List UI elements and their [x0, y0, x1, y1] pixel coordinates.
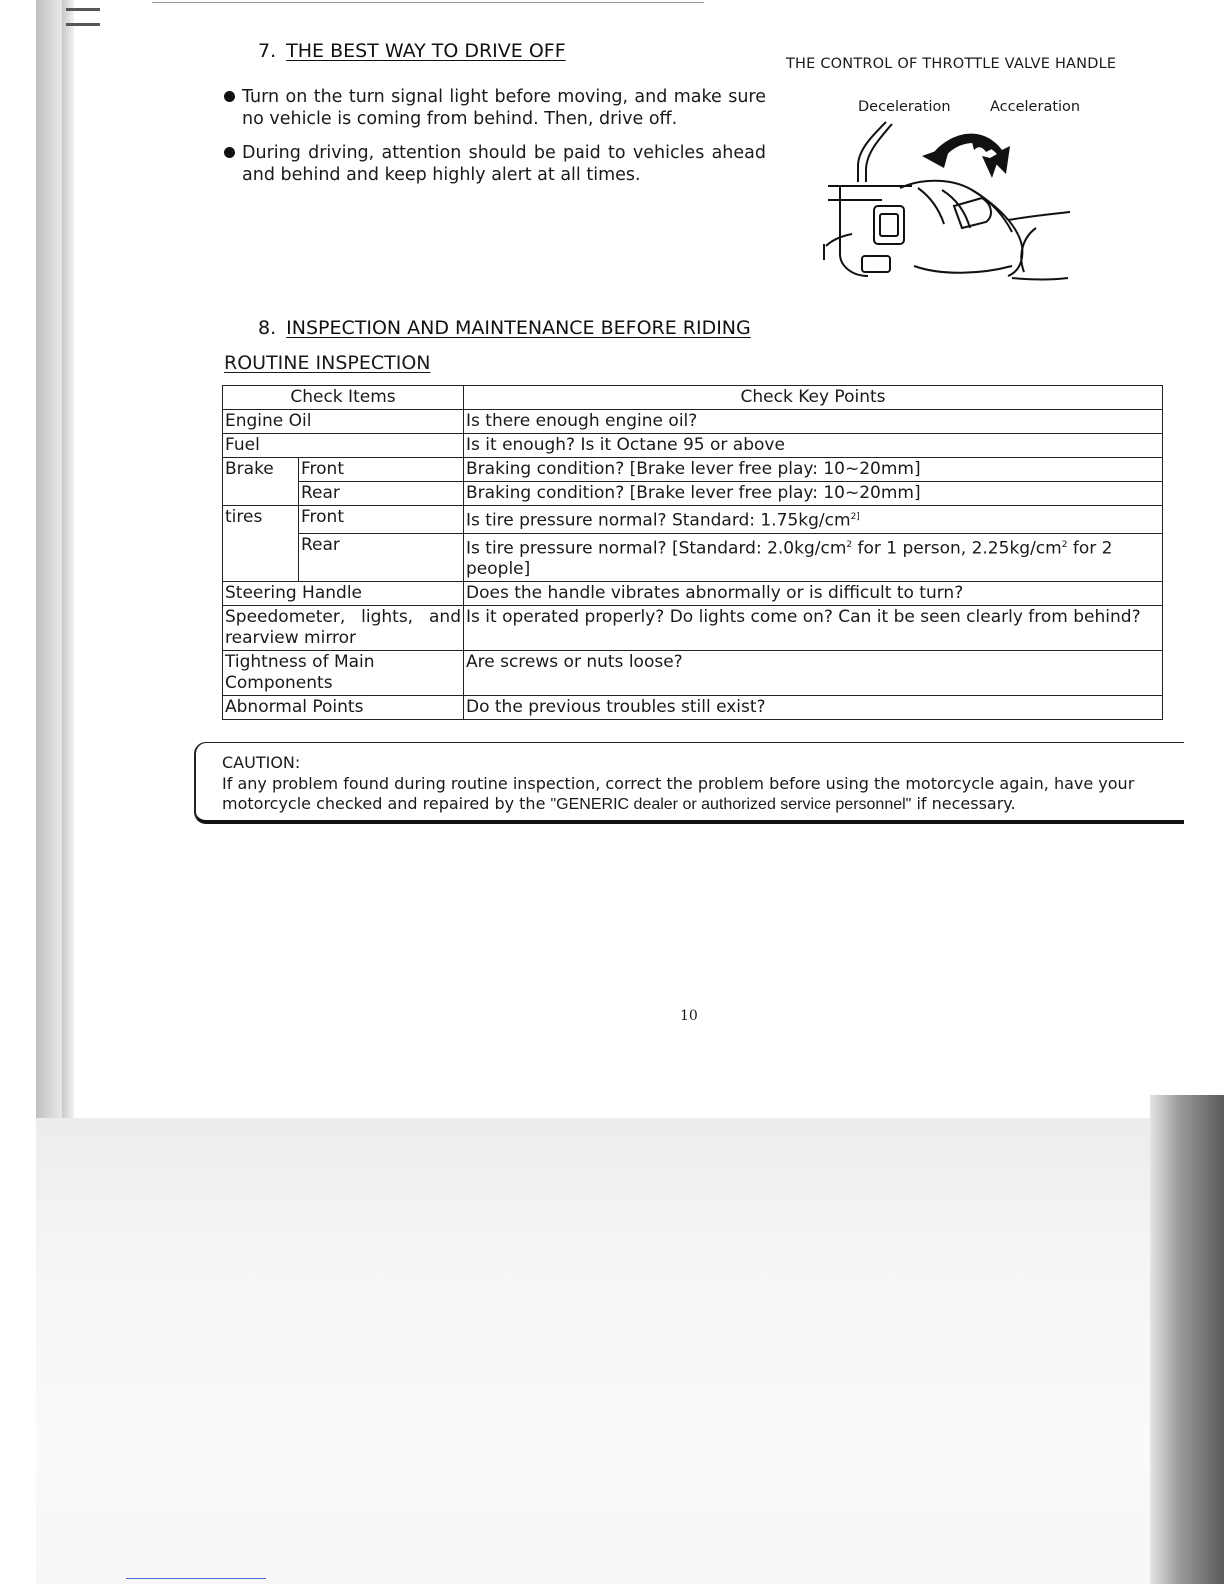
- item-brake-front: Front: [299, 458, 464, 482]
- table-row: [223, 533, 1163, 582]
- bullet-text: Turn on the turn signal light before moving, and make sure no vehicle is coming from behind. Then, drive off.: [242, 87, 766, 129]
- point-tires-rear-text-b: for 1 person, 2.25kg/cm: [852, 538, 1062, 559]
- section-7-title: THE BEST WAY TO DRIVE OFF: [286, 40, 566, 62]
- bullet-item: [224, 86, 766, 130]
- bullet-icon: [224, 147, 235, 158]
- point-tires-front: [464, 506, 1163, 534]
- item-tires-rear: Rear: [299, 533, 464, 582]
- throttle-hand-illustration: [822, 116, 1082, 296]
- point-tires-rear: [464, 533, 1163, 582]
- section-8-title: INSPECTION AND MAINTENANCE BEFORE RIDING: [286, 317, 751, 339]
- header-check-items: Check Items: [223, 386, 464, 410]
- figure-title: THE CONTROL OF THROTTLE VALVE HANDLE: [786, 56, 1117, 72]
- bullet-icon: [224, 91, 235, 102]
- section-7-number: 7.: [258, 40, 277, 62]
- table-row: [223, 606, 1163, 651]
- bottom-blue-line: [126, 1578, 266, 1579]
- item-tightness: Tightness of Main Components: [223, 651, 464, 696]
- point-speedometer: Is it operated properly? Do lights come on? Can it be seen clearly from behind?: [464, 606, 1163, 651]
- caution-dealer-emphasis: "GENERIC dealer or authorized service personnel": [550, 796, 912, 813]
- item-brake-rear: Rear: [299, 482, 464, 506]
- point-fuel: Is it enough? Is it Octane 95 or above: [464, 434, 1163, 458]
- page-number: 10: [680, 1008, 698, 1024]
- superscript: 2: [846, 539, 853, 550]
- header-check-key-points: Check Key Points: [464, 386, 1163, 410]
- table-row: [223, 651, 1163, 696]
- point-tightness: Are screws or nuts loose?: [464, 651, 1163, 696]
- caution-body: [222, 774, 1162, 815]
- drive-off-bullets: [224, 86, 766, 198]
- point-tires-front-text: Is tire pressure normal? Standard: 1.75kg/cm: [466, 510, 851, 531]
- section-7-heading: [258, 40, 566, 62]
- item-fuel: Fuel: [223, 434, 464, 458]
- bullet-item: [224, 142, 766, 186]
- item-engine-oil: Engine Oil: [223, 410, 464, 434]
- bullet-text: During driving, attention should be paid to vehicles ahead and behind and keep highly alert at all times.: [242, 143, 766, 185]
- item-speedometer: Speedometer, lights, and rearview mirror: [223, 606, 464, 651]
- table-row: [223, 410, 1163, 434]
- table-header-row: [223, 386, 1163, 410]
- item-tires: tires: [223, 506, 299, 582]
- acceleration-label: Acceleration: [990, 99, 1081, 115]
- scan-page-edge: [62, 0, 74, 1120]
- table-row: [223, 696, 1163, 720]
- superscript: 2]: [850, 512, 860, 522]
- point-tires-rear-text-c: for 2 people]: [466, 538, 1113, 580]
- superscript: 2: [1061, 539, 1068, 550]
- item-tires-front: Front: [299, 506, 464, 534]
- inspection-table: [222, 385, 1163, 720]
- routine-inspection-subtitle: ROUTINE INSPECTION: [224, 352, 431, 374]
- table-row: [223, 582, 1163, 606]
- point-abnormal-points: Do the previous troubles still exist?: [464, 696, 1163, 720]
- item-brake: Brake: [223, 458, 299, 506]
- point-brake-front: Braking condition? [Brake lever free play: 10~20mm]: [464, 458, 1163, 482]
- top-corner-mark: [66, 8, 100, 26]
- caution-text-c: if necessary.: [911, 794, 1016, 813]
- throttle-figure: [786, 56, 1146, 296]
- point-engine-oil: Is there enough engine oil?: [464, 410, 1163, 434]
- table-row: [223, 434, 1163, 458]
- caution-title: CAUTION:: [222, 753, 301, 772]
- item-abnormal-points: Abnormal Points: [223, 696, 464, 720]
- caution-text-a: If any problem found during routine inspection, correct the problem before using the motorcycle again, have your motorcycle checked and repaired by the: [222, 774, 1135, 813]
- table-row: [223, 458, 1163, 482]
- section-8-number: 8.: [258, 317, 277, 339]
- point-brake-rear: Braking condition? [Brake lever free play: 10~20mm]: [464, 482, 1163, 506]
- table-row: [223, 482, 1163, 506]
- scan-lower-shadow: [36, 1118, 1224, 1584]
- table-row: [223, 506, 1163, 534]
- point-steering-handle: Does the handle vibrates abnormally or is difficult to turn?: [464, 582, 1163, 606]
- item-steering-handle: Steering Handle: [223, 582, 464, 606]
- section-8-heading: [258, 317, 751, 339]
- top-rule: [152, 2, 704, 3]
- deceleration-label: Deceleration: [858, 99, 951, 115]
- point-tires-rear-text-a: Is tire pressure normal? [Standard: 2.0kg/cm: [466, 538, 847, 559]
- scan-right-shadow: [1150, 1095, 1224, 1584]
